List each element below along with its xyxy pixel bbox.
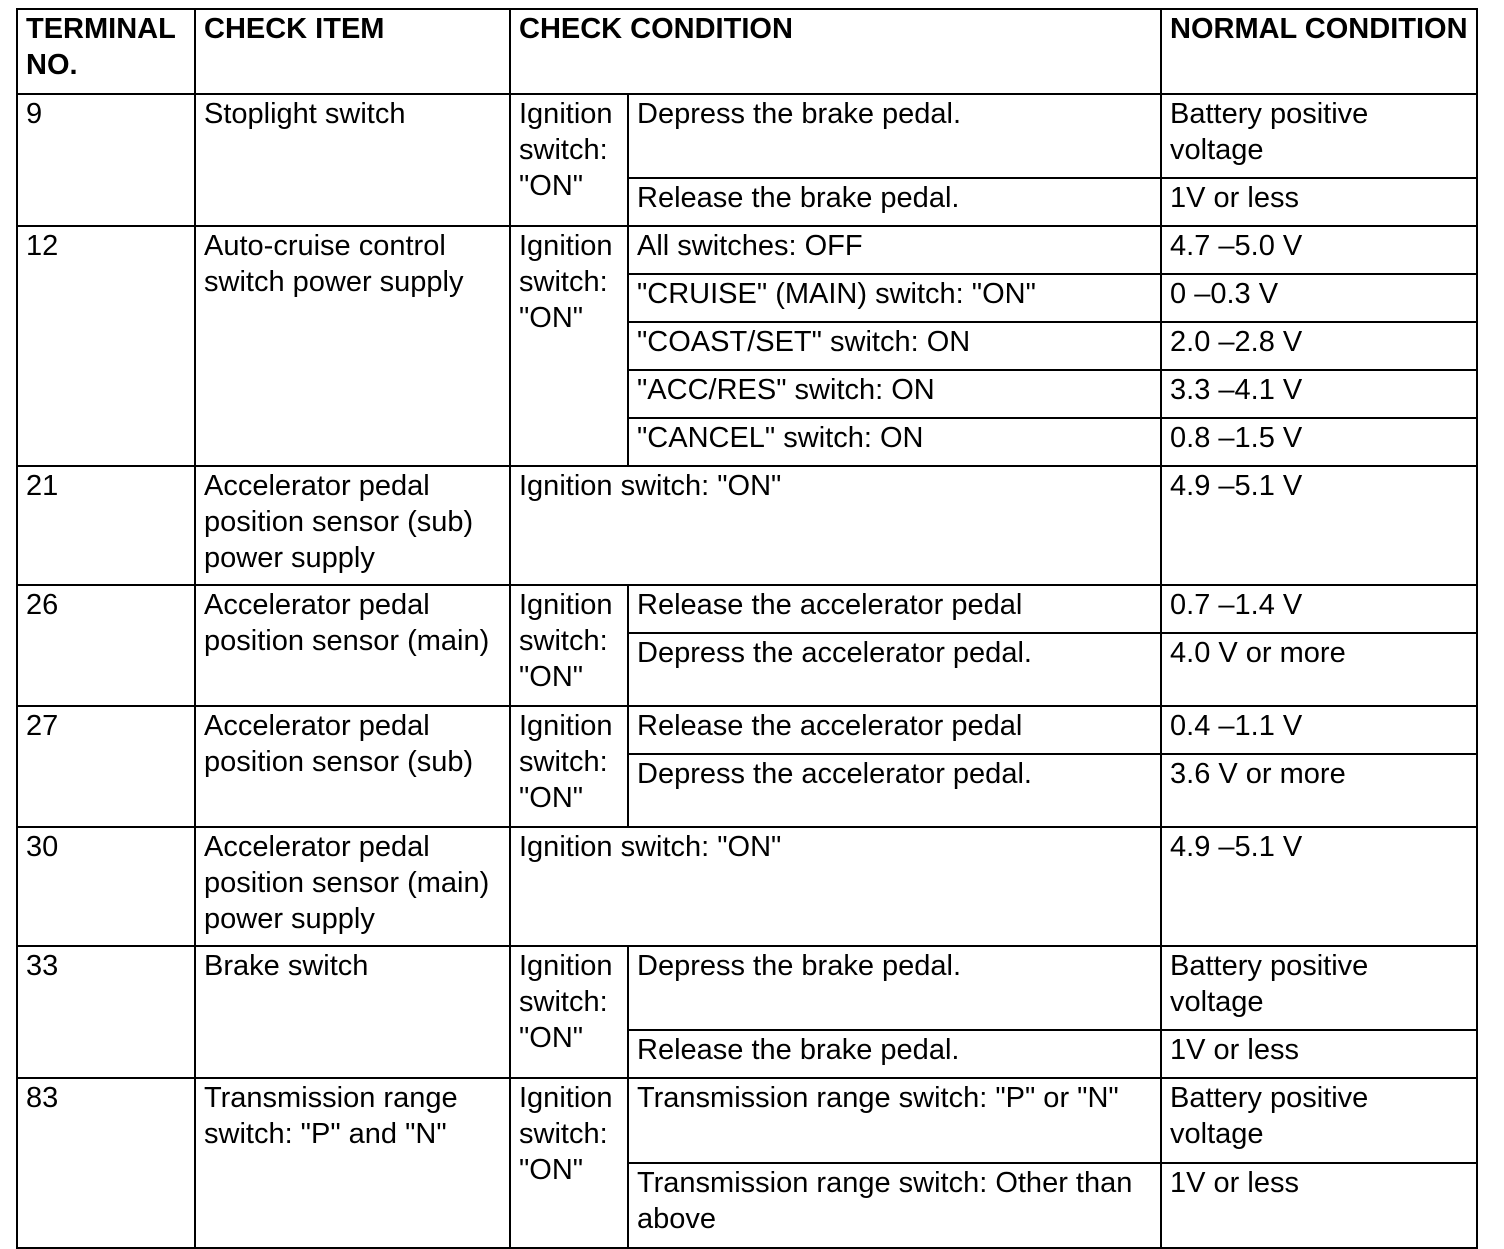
terminal-number: 26 [17,585,195,706]
normal-condition: 4.0 V or more [1161,633,1477,706]
terminal-number: 9 [17,94,195,226]
terminal-number: 27 [17,706,195,827]
check-condition: "CANCEL" switch: ON [628,418,1161,466]
normal-condition: 0.4 –1.1 V [1161,706,1477,754]
normal-condition: 0.8 –1.5 V [1161,418,1477,466]
check-item: Auto-cruise control switch power supply [195,226,510,466]
normal-condition: 0.7 –1.4 V [1161,585,1477,633]
normal-condition: Battery positive voltage [1161,946,1477,1030]
check-item: Brake switch [195,946,510,1078]
table-row [17,466,1477,585]
normal-condition: 3.3 –4.1 V [1161,370,1477,418]
table-row [17,226,1477,274]
check-condition: All switches: OFF [628,226,1161,274]
check-condition: Release the accelerator pedal [628,706,1161,754]
table-row [17,94,1477,178]
check-condition: "COAST/SET" switch: ON [628,322,1161,370]
terminal-number: 83 [17,1078,195,1248]
check-condition: Release the accelerator pedal [628,585,1161,633]
check-condition: "CRUISE" (MAIN) switch: "ON" [628,274,1161,322]
header-normal-condition: NORMAL CONDITION [1161,9,1477,94]
check-condition: Depress the brake pedal. [628,946,1161,1030]
ignition-condition: Ignition switch: "ON" [510,226,628,466]
check-condition: Transmission range switch: "P" or "N" [628,1078,1161,1163]
table-row [17,706,1477,754]
check-condition: Release the brake pedal. [628,1030,1161,1078]
header-terminal-no: TERMINAL NO. [17,9,195,94]
check-condition: "ACC/RES" switch: ON [628,370,1161,418]
check-condition: Transmission range switch: Other than above [628,1163,1161,1248]
ignition-condition: Ignition switch: "ON" [510,1078,628,1248]
normal-condition: 1V or less [1161,1030,1477,1078]
ignition-condition: Ignition switch: "ON" [510,946,628,1078]
check-condition: Depress the accelerator pedal. [628,754,1161,827]
normal-condition: Battery positive voltage [1161,94,1477,178]
normal-condition: 4.9 –5.1 V [1161,466,1477,585]
check-item: Accelerator pedal position sensor (sub) [195,706,510,827]
check-item: Transmission range switch: "P" and "N" [195,1078,510,1248]
ignition-condition: Ignition switch: "ON" [510,94,628,226]
terminal-check-table [16,8,1478,1249]
table-row [17,585,1477,633]
check-item: Accelerator pedal position sensor (main) power supply [195,827,510,946]
check-item: Accelerator pedal position sensor (main) [195,585,510,706]
check-item: Accelerator pedal position sensor (sub) power supply [195,466,510,585]
normal-condition: 1V or less [1161,1163,1477,1248]
table-row [17,1078,1477,1163]
check-item: Stoplight switch [195,94,510,226]
normal-condition: 4.9 –5.1 V [1161,827,1477,946]
check-condition: Ignition switch: "ON" [510,466,1161,585]
table-row [17,946,1477,1030]
normal-condition: 4.7 –5.0 V [1161,226,1477,274]
terminal-number: 21 [17,466,195,585]
terminal-number: 33 [17,946,195,1078]
normal-condition: 2.0 –2.8 V [1161,322,1477,370]
ignition-condition: Ignition switch: "ON" [510,706,628,827]
normal-condition: 0 –0.3 V [1161,274,1477,322]
check-condition: Ignition switch: "ON" [510,827,1161,946]
normal-condition: Battery positive voltage [1161,1078,1477,1163]
check-condition: Release the brake pedal. [628,178,1161,226]
header-check-condition: CHECK CONDITION [510,9,1161,94]
check-condition: Depress the accelerator pedal. [628,633,1161,706]
terminal-number: 30 [17,827,195,946]
ignition-condition: Ignition switch: "ON" [510,585,628,706]
normal-condition: 1V or less [1161,178,1477,226]
terminal-number: 12 [17,226,195,466]
check-condition: Depress the brake pedal. [628,94,1161,178]
table-header-row [17,9,1477,94]
header-check-item: CHECK ITEM [195,9,510,94]
table-row [17,827,1477,946]
normal-condition: 3.6 V or more [1161,754,1477,827]
